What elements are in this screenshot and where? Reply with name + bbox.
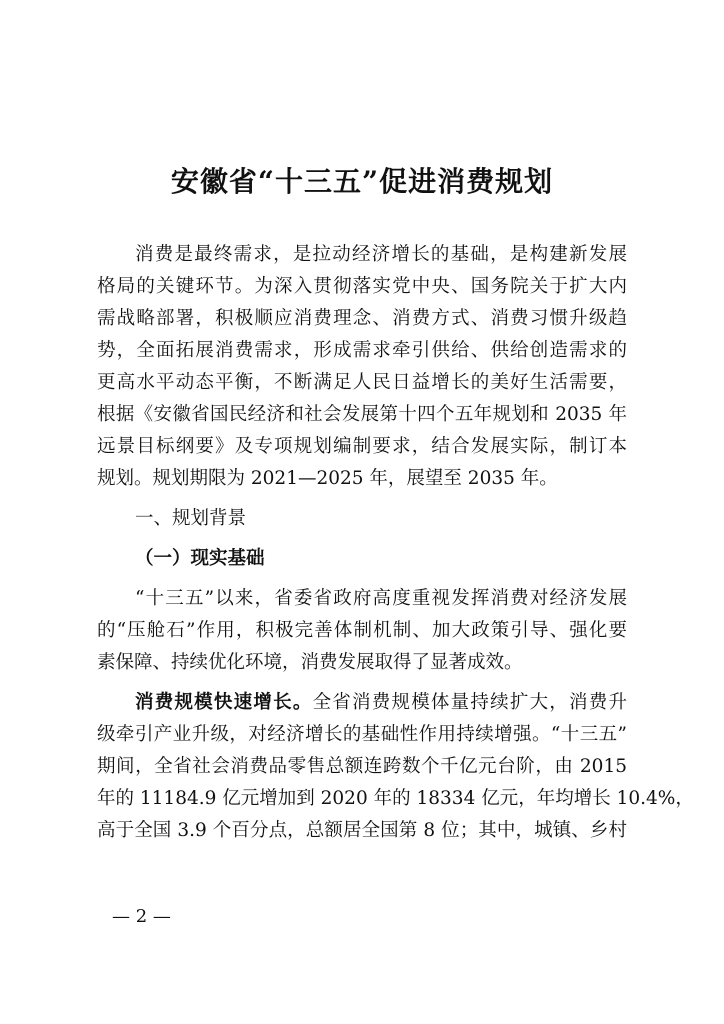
paragraph-line: 消费是最终需求，是拉动经济增长的基础，是构建新发展: [135, 244, 627, 265]
paragraph-line: 的“压舱石”作用，积极完善体制机制、加大政策引导、强化要: [97, 620, 627, 641]
paragraph-line: [135, 689, 627, 717]
paragraph-line: 势，全面拓展消费需求，形成需求牵引供给、供给创造需求的: [97, 340, 627, 361]
page-number: — 2 —: [112, 906, 171, 927]
paragraph-line: 更高水平动态平衡，不断满足人民日益增长的美好生活需要，: [97, 372, 627, 393]
paragraph-text: 全省消费规模体量持续扩大，消费升: [312, 692, 627, 713]
paragraph-line: 级牵引产业升级，对经济增长的基础性作用持续增强。“十三五”: [97, 724, 627, 745]
paragraph-line: 远景目标纲要》及专项规划编制要求，结合发展实际，制订本: [97, 436, 627, 457]
paragraph-line: 规划。规划期限为 2021—2025 年，展望至 2035 年。: [97, 468, 558, 489]
paragraph-line: 高于全国 3.9 个百分点，总额居全国第 8 位；其中，城镇、乡村: [97, 820, 627, 841]
paragraph-line: 年的 11184.9 亿元增加到 2020 年的 18334 亿元，年均增长 10.4%，: [97, 788, 694, 809]
paragraph-line: 格局的关键环节。为深入贯彻落实党中央、国务院关于扩大内: [97, 276, 627, 297]
paragraph-line: “十三五”以来，省委省政府高度重视发挥消费对经济发展: [135, 588, 627, 609]
document-title: 安徽省“十三五”促进消费规划: [170, 165, 554, 198]
paragraph-line: 素保障、持续优化环境，消费发展取得了显著成效。: [97, 652, 523, 673]
paragraph-line: 期间，全省社会消费品零售总额连跨数个千亿元台阶，由 2015: [97, 756, 627, 777]
section-heading: 一、规划背景: [135, 508, 247, 529]
subsection-heading: （一）现实基础: [135, 548, 265, 569]
bold-lead: 消费规模快速增长。: [135, 692, 313, 713]
paragraph-line: 需战略部署，积极顺应消费理念、消费方式、消费习惯升级趋: [97, 308, 627, 329]
paragraph-line: 根据《安徽省国民经济和社会发展第十四个五年规划和 2035 年: [97, 404, 627, 425]
